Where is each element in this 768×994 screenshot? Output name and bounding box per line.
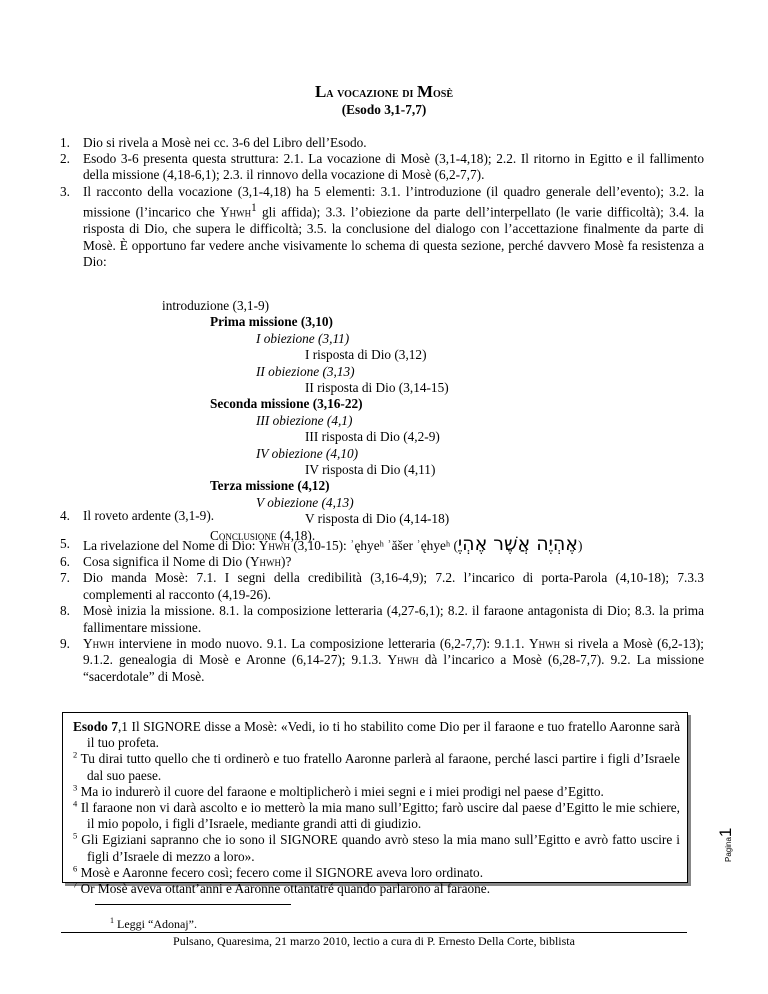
- footnote-ref: 1: [251, 202, 257, 215]
- hebrew-text: אֶהְיֶה אֲשֶׁר אֶהְיֶ: [457, 533, 579, 556]
- schema-line: Prima missione (3,10): [210, 314, 333, 330]
- schema-line: II risposta di Dio (3,14-15): [305, 380, 449, 395]
- schema-line: I risposta di Dio (3,12): [305, 347, 427, 363]
- schema-line: Terza missione (4,12): [210, 478, 330, 494]
- schema-line: V risposta di Dio (4,14-18): [305, 511, 450, 527]
- schema-conclusion: Conclusione (4,18).: [210, 527, 316, 543]
- page-title: La vocazione di Mosè: [314, 82, 454, 101]
- verse: $^5$ Gli Egiziani sapranno che io sono il SIGNORE quando avrò steso la mia mano sull’Egitto e avrò fatto uscire i figli d’Israele di mezzo a loro».: [73, 831, 680, 864]
- list-item: 1. Dio si rivela a Mosè nei cc. 3-6 del Libro dell’Esodo.: [60, 135, 367, 150]
- verse: $^7$ Or Mosè aveva ottant’anni e Aaronne ottantatré quando parlarono al faraone.: [73, 879, 491, 897]
- scripture-box: [62, 712, 688, 897]
- numbered-list-middle: [60, 508, 704, 555]
- footnote: $^1$ Leggi “Adonaj”.: [110, 916, 197, 931]
- numbered-list-top: [60, 135, 704, 270]
- footnote-rule: [95, 904, 291, 905]
- verse: $^4$ Il faraone non vi darà ascolto e io metterò la mia mano sull’Egitto; farò uscire dal paese d’Egitto le mie schiere, il mio popolo, i figli d’Israele, mediante grandi atti di giudizio.: [73, 798, 680, 832]
- verse: $^3$ Ma io indurerò il cuore del faraone e moltiplicherò i miei segni e i miei prodigi nel paese d’Egitto.: [73, 782, 604, 799]
- list-item: 8. Mosè inizia la missione. 8.1. la composizione letteraria (4,27-6,1); 8.2. il faraone antagonista di Dio; 8.3. la prima fallimentare missione.: [60, 603, 704, 635]
- verse: $^6$ Mosè e Aaronne fecero così; fecero come il SIGNORE aveva loro ordinato.: [73, 863, 484, 880]
- schema-line: introduzione (3,1-9): [162, 298, 270, 313]
- verse: Esodo 7,1 Il SIGNORE disse a Mosè: «Vedi, io ti ho stabilito come Dio per il faraone e tuo fratello Aaronne sarà il tuo profeta.: [73, 719, 680, 751]
- schema-line: I obiezione (3,11): [256, 330, 350, 346]
- page-subtitle: (Esodo 3,1-7,7): [341, 102, 427, 117]
- page-number: Pagina1: [716, 827, 735, 862]
- list-item: 6. Cosa significa il Nome di Dio (Yhwh)?: [60, 554, 292, 569]
- list-item: 5. La rivelazione del Nome di Dio: Yhwh (3,10-15): ʾęhyeʰ ʾăšer ʾęhyeʰ (אֶהְיֶה אֲשֶׁר אֶהְיֶ): [60, 533, 583, 556]
- schema-line: V obiezione (4,13): [256, 494, 354, 510]
- numbered-list-bottom: [60, 554, 704, 685]
- verse: $^2$ Tu dirai tutto quello che ti ordinerò e tuo fratello Aaronne parlerà al faraone, perché lasci partire i figli d’Israele dal suo paese.: [73, 749, 680, 783]
- schema-line: Seconda missione (3,16-22): [210, 396, 363, 412]
- page-footer: Pulsano, Quaresima, 21 marzo 2010, lectio a cura di P. Ernesto Della Corte, biblista: [173, 934, 575, 948]
- list-item: 4. Il roveto ardente (3,1-9).: [60, 508, 215, 523]
- schema-line: II obiezione (3,13): [256, 363, 355, 379]
- list-item: 3. Il racconto della vocazione (3,1-4,18) ha 5 elementi: 3.1. l’introduzione (il quadro generale dell’evento); 3.2. la missione (l’incarico che Yhwh$^1$ gli affida); 3.3. l’obiezione da parte dell’interpellato (le varie difficoltà); 3.4. la risposta di Dio, che supera le difficoltà; 3.5. la conclusione del dialogo con l’accettazione finalmente da parte di Mosè. È opportuno far vedere anche visivamente lo schema di questa sezione, perché davvero Mosè fa resistenza a Dio:: [60, 184, 704, 270]
- list-item: 9. Yhwh interviene in modo nuovo. 9.1. La composizione letteraria (6,2-7,7): 9.1.1. Yhwh si rivela a Mosè (6,2-13); 9.1.2. genealogia di Mosè e Aronne (6,14-27); 9.1.3. Yhwh dà l’incarico a Mosè (6,28-7,7). 9.2. La missione “sacerdotale” di Mosè.: [60, 636, 704, 684]
- list-item: 2. Esodo 3-6 presenta questa struttura: 2.1. La vocazione di Mosè (3,1-4,18); 2.2. Il ritorno in Egitto e il fallimento della missione (4,18-6,1); 2.3. il rinnovo della vocazione di Mosè (6,2-7,7).: [60, 151, 704, 183]
- schema-line: III obiezione (4,1): [256, 412, 353, 428]
- list-item: 7. Dio manda Mosè: 7.1. I segni della credibilità (3,16-4,9); 7.2. l’incarico di porta-Parola (4,10-18); 7.3.3 complementi al racconto (4,19-26).: [60, 570, 704, 602]
- schema-line: III risposta di Dio (4,2-9): [305, 429, 440, 445]
- schema-line: IV risposta di Dio (4,11): [305, 462, 436, 477]
- schema-line: IV obiezione (4,10): [256, 445, 359, 461]
